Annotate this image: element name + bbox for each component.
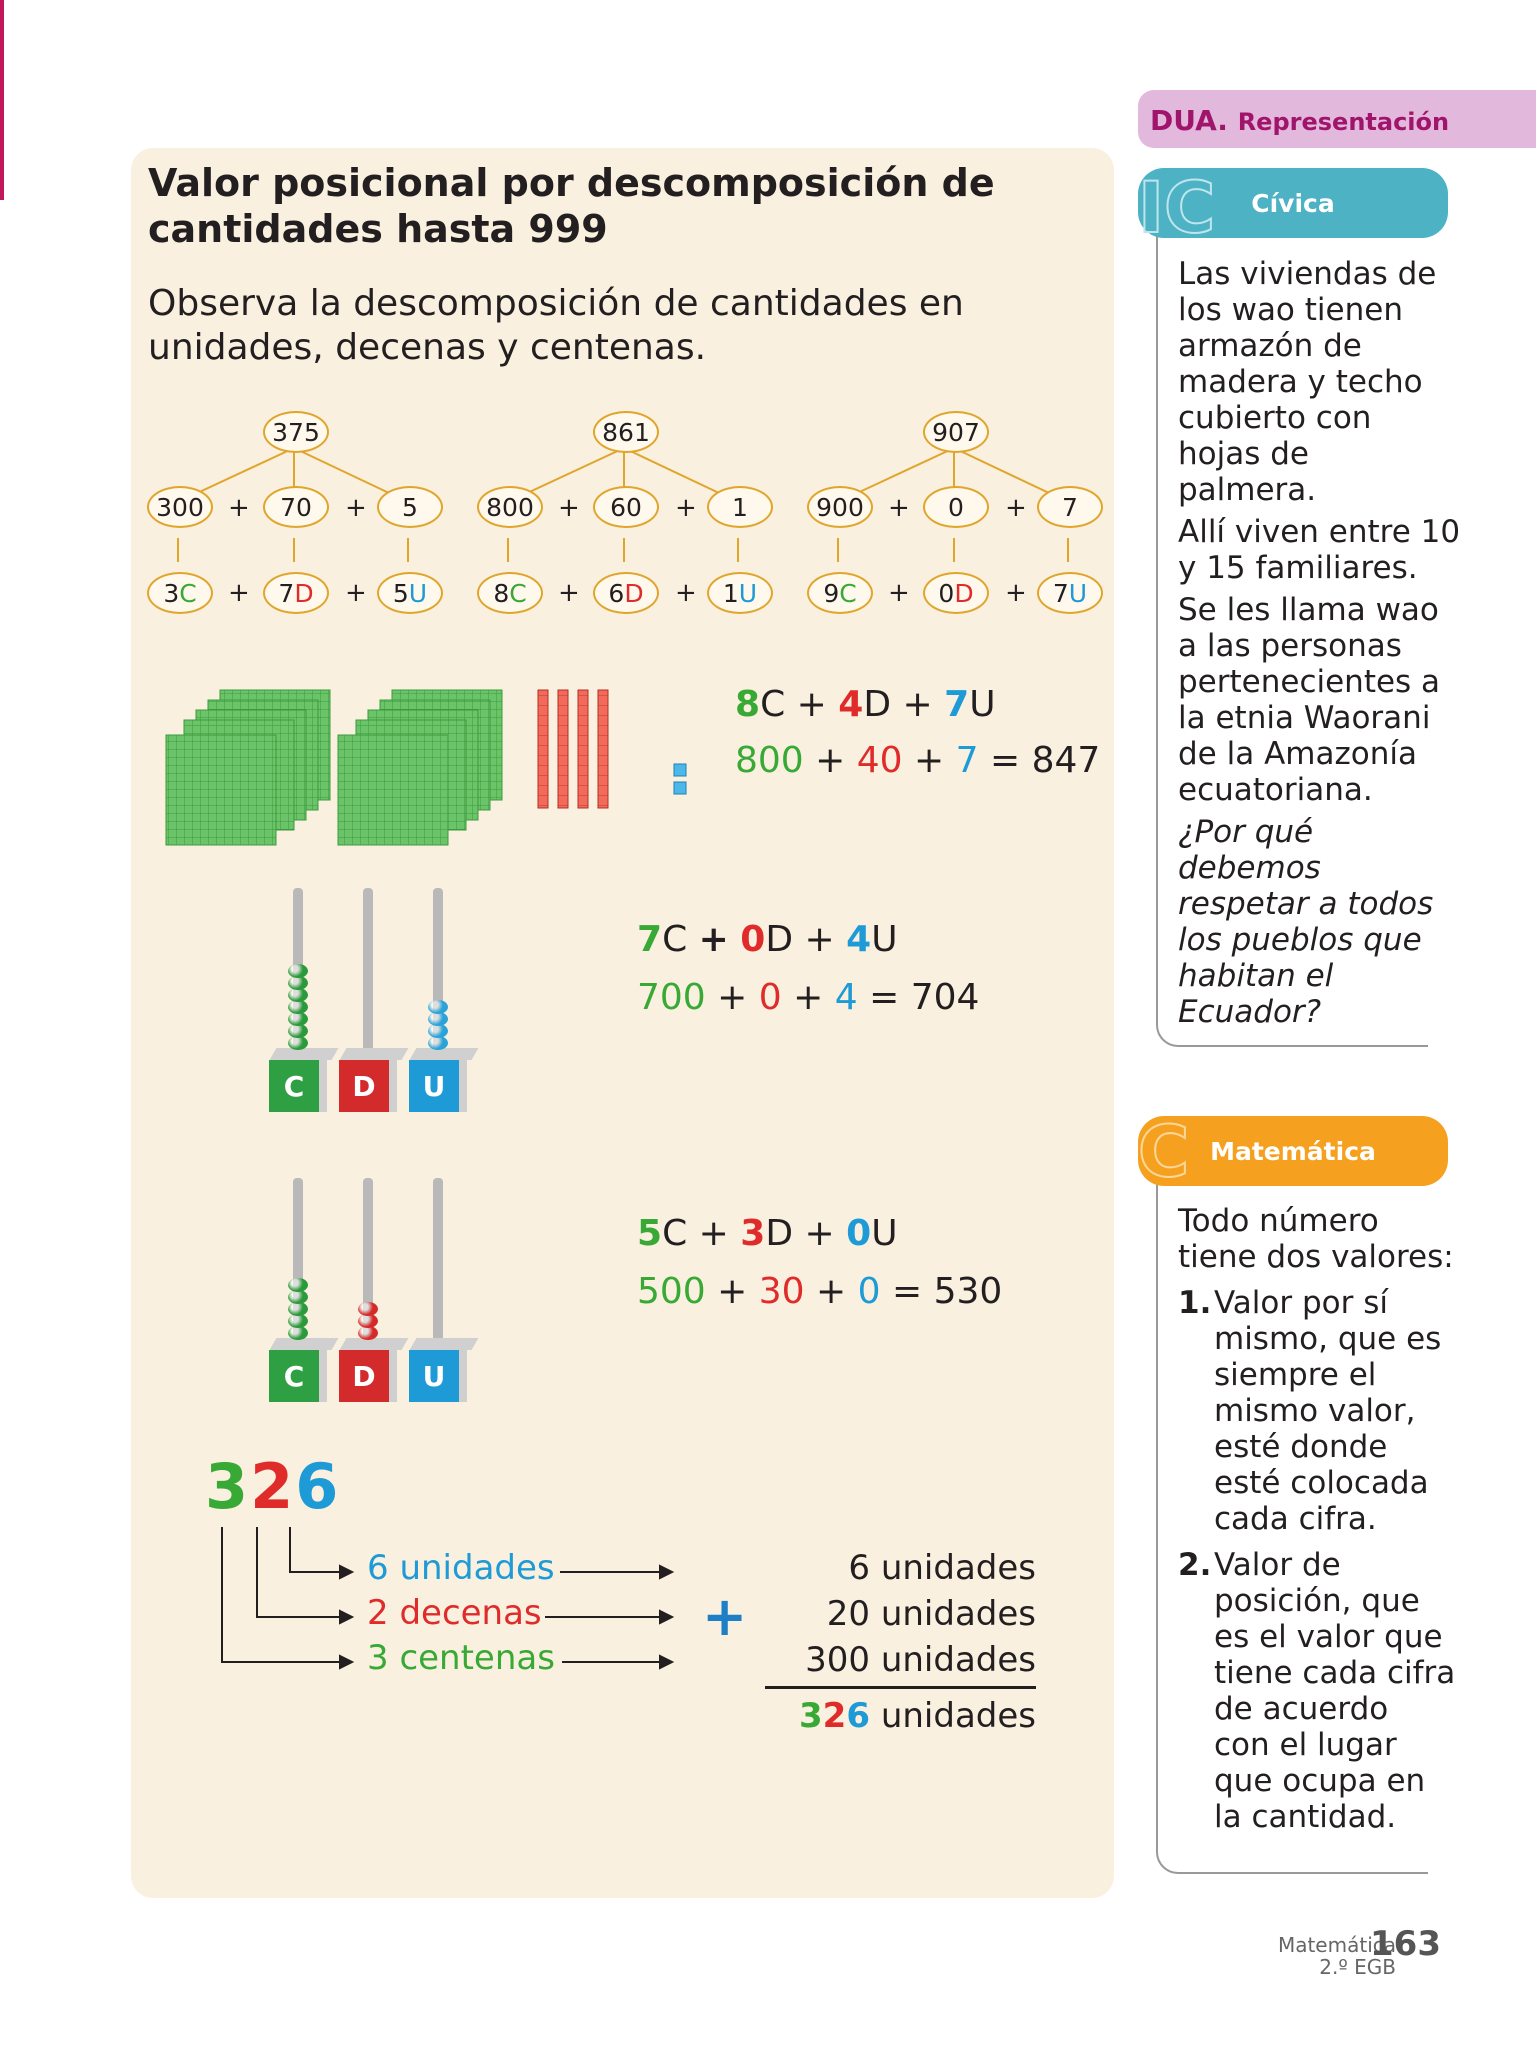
matematica-list-item [1178,1285,1458,1537]
u-letter: U [1068,578,1088,608]
plus-sign: + [228,493,250,523]
tree-part-value: 5 [377,486,443,528]
matematica-item-line: mismo valor, [1214,1393,1416,1429]
u-letter: U [969,684,996,725]
civica-tab: Cívica [1138,168,1448,238]
abacus-bead [288,1012,308,1026]
matematica-item-line: esté colocada [1214,1465,1429,1501]
abacus-bead [358,1326,378,1340]
tree-c-oval [147,572,213,614]
d-letter: D [294,578,314,608]
instruction-text: Observa la descomposición de cantidades en unidades, decenas y centenas. [148,283,964,368]
abacus1-sum-line: 700 + 0 + 4 = 704 [637,977,980,1018]
digit-decenas: 2 [250,1450,296,1523]
d-letter: D [624,578,644,608]
number-326 [205,1450,340,1523]
matematica-tab: Matemática [1138,1116,1448,1186]
total-value: 704 [910,977,980,1018]
matematica-list-item [1178,1547,1458,1835]
u-letter: U [871,919,898,960]
tree-part-value: 70 [263,486,329,528]
page-number: 163 [1370,1924,1441,1964]
d-letter: D [765,919,794,960]
sum-result [799,1696,1036,1736]
centenas-digit: 8 [735,684,761,725]
abacus-label-u: U [409,1060,467,1112]
plus-sign: + [558,578,580,608]
plus-sign: + [675,493,697,523]
abacus-label-d: D [339,1060,397,1112]
d-letter: D [765,1213,794,1254]
u-digit: 1 [722,578,739,608]
d-digit: 0 [938,578,955,608]
page-edge-marker [0,0,4,200]
centenas-digit: 7 [637,919,663,960]
civica-watermark-icon: IC [1138,167,1216,249]
centenas-value: 700 [637,977,706,1018]
result-unit: unidades [880,1696,1036,1736]
abacus-base-top [340,1048,409,1060]
c-letter: C [839,578,857,608]
abacus-bead [288,988,308,1002]
matematica-watermark-icon: C [1138,1111,1190,1193]
civica-line: y 15 familiares. [1178,550,1418,586]
matematica-item-line: Valor de [1214,1547,1341,1583]
c-letter: C [179,578,197,608]
matematica-item-line: cada cifra. [1214,1501,1377,1537]
tree-part-value: 60 [593,486,659,528]
tree-d-oval [923,572,989,614]
u-letter: U [738,578,758,608]
civica-line: madera y techo [1178,364,1423,400]
civica-question-line: debemos [1178,850,1321,886]
civica-question-line: respetar a todos [1178,886,1434,922]
civica-line: Las viviendas de [1178,256,1437,292]
matematica-item-line: tiene cada cifra [1214,1655,1456,1691]
d-digit: 6 [608,578,625,608]
civica-line: hojas de [1178,436,1309,472]
footer-subject-name: Matemática [1277,1933,1396,1957]
civica-question-line: habitan el [1178,958,1334,994]
blocks-sum-line: 800 + 40 + 7 = 847 [735,740,1101,781]
unidades-value: 0 [857,1271,881,1312]
abacus-bead [288,1302,308,1316]
abacus-label-c: C [269,1350,327,1402]
civica-line: armazón de [1178,328,1362,364]
footer-grade: 2.º EGB [1319,1955,1396,1979]
abacus-bead [288,976,308,990]
abacus-base-top [410,1338,479,1350]
plus-sign: + [675,578,697,608]
civica-question-line: Ecuador? [1178,994,1322,1030]
civica-line: cubierto con [1178,400,1372,436]
result-digit-u: 6 [846,1696,870,1736]
abacus-base-top [340,1338,409,1350]
civica-line: Se les llama wao [1178,592,1439,628]
unidades-value: 7 [955,740,979,781]
decenas-digit: 3 [740,1213,766,1254]
c-digit: 8 [493,578,510,608]
list-number: 1. [1178,1285,1212,1321]
plus-sign: + [888,493,910,523]
tree-part-value: 1 [707,486,773,528]
c-letter: C [760,684,786,725]
decenas-digit: 0 [740,919,766,960]
abacus-label-d: D [339,1350,397,1402]
dua-title [1150,104,1449,137]
matematica-item-line: siempre el [1214,1357,1377,1393]
tree-u-oval [377,572,443,614]
abacus-base-top [270,1048,339,1060]
civica-line: la etnia Waorani [1178,700,1431,736]
civica-line: ecuatoriana. [1178,772,1373,808]
matematica-item-line: con el lugar [1214,1727,1397,1763]
plus-sign: + [345,493,367,523]
plus-sign: + [1005,578,1027,608]
plus-sign: + [228,578,250,608]
d-digit: 7 [278,578,295,608]
tree-c-oval [477,572,543,614]
centenas-value: 800 [735,740,804,781]
civica-line: a las personas [1178,628,1402,664]
matematica-item-line: mismo, que es [1214,1321,1442,1357]
centenas-value: 500 [637,1271,706,1312]
list-number: 2. [1178,1547,1212,1583]
matematica-item-line: de acuerdo [1214,1691,1389,1727]
tree-root-value: 861 [593,411,659,453]
abacus1-place-value-line: 7C + 0D + 4U [637,919,898,960]
c-digit: 9 [823,578,840,608]
civica-text [1178,256,1460,1030]
digit-centenas: 3 [205,1450,251,1523]
u-digit: 5 [392,578,409,608]
matematica-intro-line: Todo número [1178,1203,1379,1239]
matematica-item-line: esté donde [1214,1429,1388,1465]
tree-part-value: 800 [477,486,543,528]
matematica-item-line: posición, que [1214,1583,1420,1619]
plus-sign: + [1005,493,1027,523]
c-digit: 3 [163,578,180,608]
abacus-bead [428,1024,448,1038]
sum-row-2: 20 unidades [826,1594,1036,1634]
abacus2-sum-line: 500 + 30 + 0 = 530 [637,1271,1003,1312]
section-title: Valor posicional por descomposición de cantidades hasta 999 [148,161,995,251]
abacus-rod [363,888,373,1058]
base-ten-blocks-illustration [160,685,690,855]
abacus-label-c: C [269,1060,327,1112]
matematica-item-line: que ocupa en [1214,1763,1426,1799]
tree-part-value: 7 [1037,486,1103,528]
tree-u-oval [1037,572,1103,614]
d-letter: D [863,684,892,725]
abacus-bead [288,1326,308,1340]
civica-line: Allí viven entre 10 [1178,514,1461,550]
matematica-text [1178,1203,1458,1835]
total-value: 530 [933,1271,1003,1312]
abacus-bead [288,1278,308,1292]
blocks-place-value-line: 8C + 4D + 7U [735,684,996,725]
abacus-bead [288,964,308,978]
abacus-rod [433,1178,443,1348]
sum-row-1: 6 unidades [848,1548,1036,1588]
matematica-item-line: Valor por sí [1214,1285,1388,1321]
tree-d-oval [593,572,659,614]
plus-sign: + [702,1585,748,1648]
civica-question-line: ¿Por qué [1178,814,1314,850]
abacus2-place-value-line: 5C + 3D + 0U [637,1213,898,1254]
abacus-bead [358,1302,378,1316]
matematica-item-line: la cantidad. [1214,1799,1397,1835]
plus-sign: + [558,493,580,523]
decenas-digit: 4 [838,684,864,725]
abacus-bead [428,1000,448,1014]
civica-line: de la Amazonía [1178,736,1417,772]
c-letter: C [662,919,688,960]
result-digit-d: 2 [822,1696,847,1736]
centenas-digit: 5 [637,1213,663,1254]
tree-d-oval [263,572,329,614]
total-value: 847 [1031,740,1101,781]
tree-u-oval [707,572,773,614]
sum-row-3: 300 unidades [805,1640,1036,1680]
tree-part-value: 0 [923,486,989,528]
label-centenas: 3 centenas [367,1638,555,1678]
abacus-bead [428,1036,448,1050]
plus-sign: + [888,578,910,608]
abacus-base-top [410,1048,479,1060]
decenas-value: 30 [758,1271,805,1312]
unidades-digit: 7 [944,684,970,725]
plus-sign: + [345,578,367,608]
abacus-bead [288,1024,308,1038]
abacus-bead [288,1290,308,1304]
u-digit: 7 [1052,578,1069,608]
abacus-bead [288,1036,308,1050]
matematica-intro-line: tiene dos valores: [1178,1239,1454,1275]
d-letter: D [954,578,974,608]
result-digit-c: 3 [798,1696,823,1736]
abacus-base-top [270,1338,339,1350]
tree-root-value: 375 [263,411,329,453]
civica-line: pertenecientes a [1178,664,1441,700]
abacus-bead [288,1314,308,1328]
abacus-bead [428,1012,448,1026]
tree-part-value: 300 [147,486,213,528]
civica-question-line: los pueblos que [1178,922,1422,958]
unidades-value: 4 [834,977,858,1018]
decenas-value: 40 [856,740,903,781]
c-letter: C [662,1213,688,1254]
decenas-value: 0 [758,977,782,1018]
abacus-label-u: U [409,1350,467,1402]
unidades-digit: 4 [846,919,872,960]
tree-part-value: 900 [807,486,873,528]
sum-rule [765,1686,1036,1689]
u-letter: U [408,578,428,608]
tree-c-oval [807,572,873,614]
abacus-bead [358,1314,378,1328]
unidades-digit: 0 [846,1213,872,1254]
dua-label: Representación [1237,108,1450,136]
matematica-item-line: es el valor que [1214,1619,1443,1655]
abacus-bead [288,1000,308,1014]
u-letter: U [871,1213,898,1254]
label-unidades: 6 unidades [367,1548,555,1588]
civica-line: los wao tienen [1178,292,1403,328]
dua-prefix: DUA. [1150,104,1228,137]
digit-unidades: 6 [295,1450,341,1523]
civica-line: palmera. [1178,472,1317,508]
label-decenas: 2 decenas [367,1593,542,1633]
tree-root-value: 907 [923,411,989,453]
c-letter: C [509,578,527,608]
